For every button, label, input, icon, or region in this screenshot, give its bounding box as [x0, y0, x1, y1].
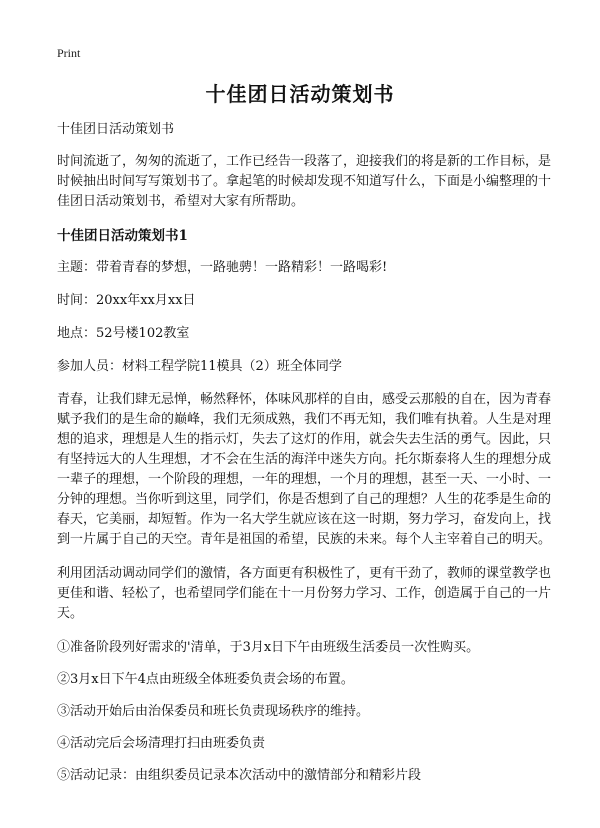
- time-line: 时间：20xx年xx月xx日: [57, 293, 196, 308]
- step-item-1: ①准备阶段列好需求的'清单，于3月x日下午由班级生活委员一次性购买。: [57, 640, 480, 655]
- step-item-4: ④活动完后会场清理打扫由班委负责: [57, 736, 266, 751]
- page-title: 十佳团日活动策划书: [205, 82, 395, 106]
- step-item-5: ⑤活动记录：由组织委员记录本次活动中的激情部分和精彩片段: [57, 768, 422, 783]
- document-subtitle: 十佳团日活动策划书: [57, 122, 175, 137]
- document-body: [57, 120, 551, 798]
- participants-line: 参加人员：材料工程学院11模具（2）班全体同学: [57, 359, 342, 374]
- step-item-3: ③活动开始后由治保委员和班长负责现场秩序的维持。: [57, 704, 370, 719]
- intro-paragraph: 时间流逝了，匆匆的流逝了，工作已经告一段落了，迎接我们的将是新的工作目标，是时候抽出时间写写策划书了。拿起笔的时候却发现不知道写什么，下面是小编整理的十佳团日活动策划书，希望对大家有所帮助。: [57, 154, 552, 209]
- body-paragraph-1: 青春，让我们肆无忌惮，畅然释怀，体味风那样的自由，感受云那般的自在，因为青春赋予我们的是生命的巅峰，我们无须成熟，我们不再无知，我们唯有执着。人生是对理想的追求，理想是人生的指示灯，失去了这灯的作用，就会失去生活的勇气。因此，只有坚持远大的人生理想，才不会在生活的海洋中迷失方向。托尔斯泰将人生的理想分成一辈子的理想，一个阶段的理想，一年的理想，一个月的理想，甚至一天、一小时、一分钟的理想。当你听到这里，同学们，你是否想到了自己的理想？人生的花季是生命的春天，它美丽，却短暂。作为一名大学生就应该在这一时期，努力学习，奋发向上，找到一片属于自己的天空。青年是祖国的希望，民族的未来。每个人主宰着自己的明天。: [57, 392, 552, 547]
- print-label: Print: [57, 46, 81, 60]
- location-line: 地点：52号楼102教室: [57, 326, 190, 341]
- body-paragraph-2: 利用团活动调动同学们的激情，各方面更有积极性了，更有干劲了，教师的课堂教学也更佳和谐、轻松了，也希望同学们能在十一月份努力学习、工作，创造属于自己的一片天。: [57, 566, 552, 621]
- theme-line: 主题：带着青春的梦想，一路驰骋！一路精彩！一路喝彩!: [57, 260, 388, 275]
- section-heading: 十佳团日活动策划书1: [57, 228, 188, 244]
- step-item-2: ②3月x日下午4点由班级全体班委负责会场的布置。: [57, 672, 354, 687]
